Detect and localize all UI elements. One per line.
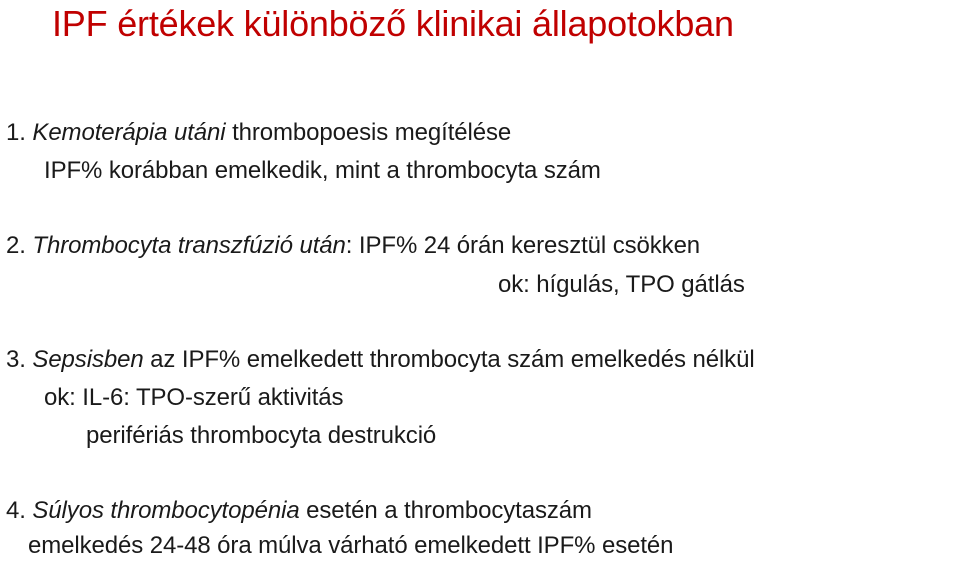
item-2-emphasis: Thrombocyta transzfúzió után bbox=[32, 232, 346, 259]
item-1-number: 1. bbox=[6, 119, 26, 146]
item-2-sub-1: ok: hígulás, TPO gátlás bbox=[498, 271, 745, 298]
item-2-rest: : IPF% 24 órán keresztül csökken bbox=[345, 232, 701, 259]
item-4-sub-1: emelkedés 24-48 óra múlva várható emelkedett IPF% esetén bbox=[28, 532, 674, 559]
item-3-line bbox=[6, 345, 755, 375]
item-1-rest: thrombopoesis megítélése bbox=[225, 119, 512, 146]
item-4-number: 4. bbox=[6, 497, 26, 524]
item-4-emphasis: Súlyos thrombocytopénia bbox=[32, 497, 300, 524]
item-3-emphasis: Sepsisben bbox=[32, 346, 144, 373]
item-3-sub-2: perifériás thrombocyta destrukció bbox=[86, 422, 437, 449]
item-4-line bbox=[6, 496, 592, 526]
item-3-sub-1: ok: IL-6: TPO-szerű aktivitás bbox=[44, 384, 344, 411]
item-2-line bbox=[6, 231, 700, 261]
slide-title: IPF értékek különböző klinikai állapotokban bbox=[52, 3, 734, 44]
item-3-number: 3. bbox=[6, 346, 26, 373]
item-2-number: 2. bbox=[6, 232, 26, 259]
item-1-sub-1: IPF% korábban emelkedik, mint a thrombocyta szám bbox=[44, 157, 601, 184]
item-3-rest: az IPF% emelkedett thrombocyta szám emelkedés nélkül bbox=[143, 346, 755, 373]
item-1-line bbox=[6, 118, 511, 148]
item-4-rest: esetén a thrombocytaszám bbox=[299, 497, 592, 524]
item-1-emphasis: Kemoterápia utáni bbox=[32, 119, 226, 146]
